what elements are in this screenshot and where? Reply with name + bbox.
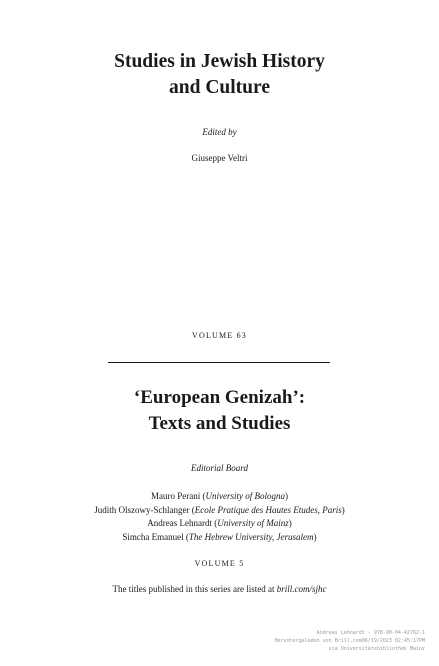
series-listing-note: [0, 584, 439, 594]
editor-name: Giuseppe Veltri: [191, 153, 248, 163]
subseries-volume-number: VOLUME 5: [194, 559, 245, 568]
series-title-line-2: and Culture: [169, 77, 270, 98]
board-member-affiliation: Ecole Pratique des Hautes Etudes, Paris: [194, 504, 342, 515]
board-member-affiliation: The Hebrew University, Jerusalem: [188, 531, 314, 542]
series-listing-link[interactable]: brill.com/sjhc: [276, 584, 327, 594]
watermark-line-1: Andreas Lehnardt - 978-90-04-42762-1: [316, 630, 425, 636]
board-member: Simcha Emanuel (The Hebrew University, Jerusalem): [122, 531, 317, 542]
edited-by-label: Edited by: [202, 127, 237, 137]
board-member-name: Simcha Emanuel: [122, 531, 184, 542]
board-member-name: Judith Olszowy-Schlanger: [94, 504, 190, 515]
watermark-line-2: Heruntergeladen von Brill.com06/19/2023 02:45:17PM: [274, 638, 425, 644]
series-title-line-1: Studies in Jewish History: [114, 51, 325, 72]
watermark-line-3: via Universitätsbibliothek Mainz: [328, 646, 425, 652]
board-member-name: Mauro Perani: [151, 491, 201, 501]
editorial-board-heading: Editorial Board: [191, 463, 248, 473]
series-volume-number: VOLUME 63: [191, 331, 248, 340]
board-member: Mauro Perani (University of Bologna): [151, 491, 288, 501]
subseries-title-line-1: ‘European Genizah’:: [133, 387, 306, 408]
board-member-affiliation: University of Bologna: [205, 491, 285, 501]
listing-text: The titles published in this series are listed at: [112, 584, 277, 594]
divider-rule: [108, 362, 330, 363]
download-watermark: [274, 629, 425, 653]
subseries-title-line-2: Texts and Studies: [148, 413, 291, 434]
editorial-board-list: [0, 490, 439, 544]
subseries-title: [0, 385, 439, 437]
board-member-affiliation: University of Mainz: [217, 518, 289, 528]
series-title: [0, 49, 439, 101]
board-member-name: Andreas Lehnardt: [147, 518, 212, 528]
board-member: Andreas Lehnardt (University of Mainz): [147, 518, 292, 528]
board-member: Judith Olszowy-Schlanger (Ecole Pratique des Hautes Etudes, Paris): [94, 504, 345, 515]
